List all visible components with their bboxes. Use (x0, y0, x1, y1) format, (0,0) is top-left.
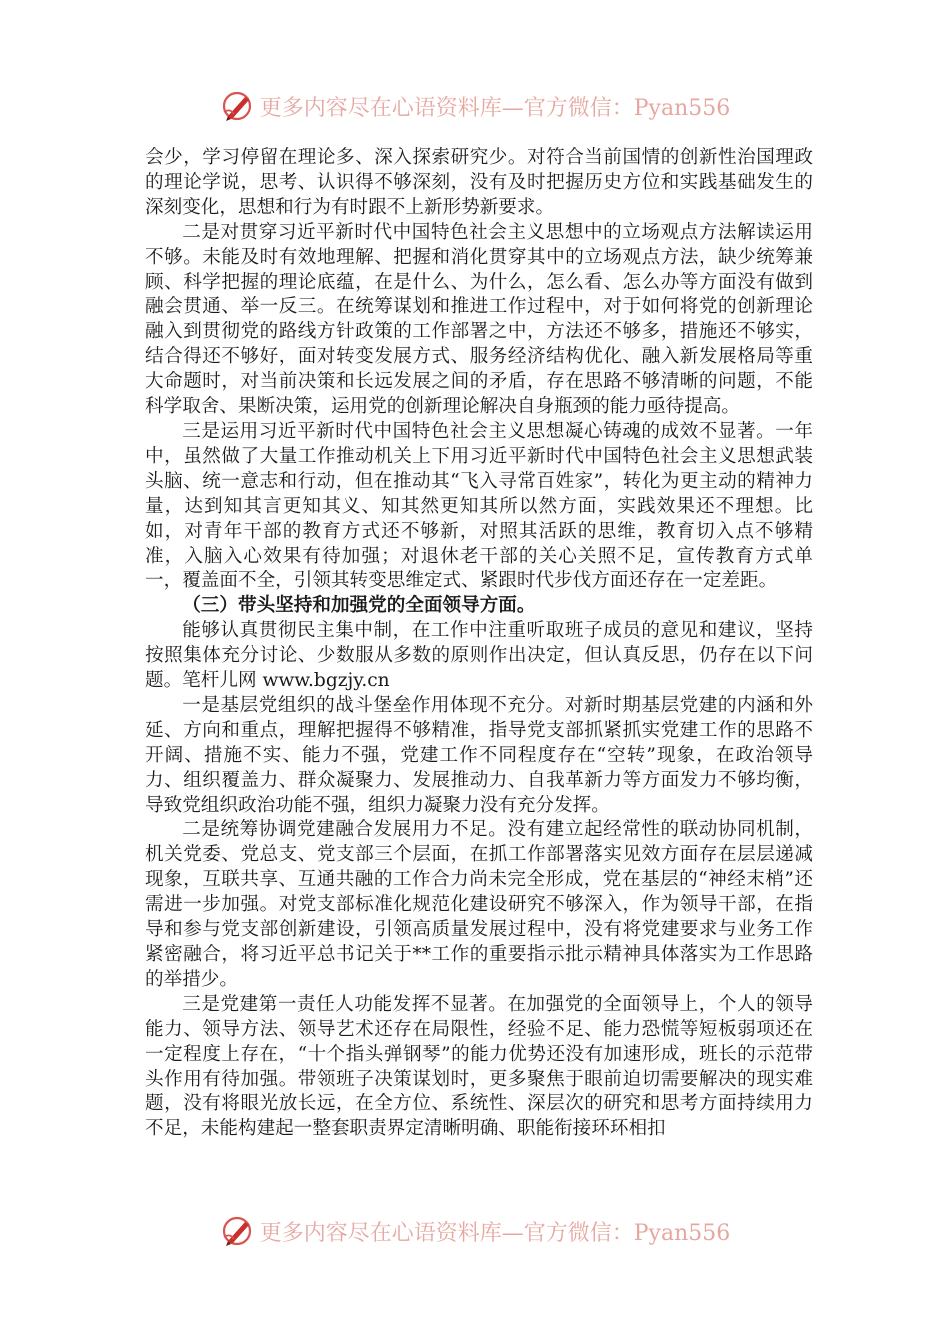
watermark-text: 更多内容尽在心语资料库—官方微信：Pyan556 (259, 95, 731, 121)
header-watermark-banner (0, 84, 950, 128)
pen-logo-icon (220, 88, 256, 124)
pen-logo-icon (220, 1213, 256, 1249)
watermark-text: 更多内容尽在心语资料库—官方微信：Pyan556 (259, 1220, 731, 1246)
paragraph: 一是基层党组织的战斗堡垒作用体现不充分。对新时期基层党建的内涵和外延、方向和重点，理解把握得不够精准，指导党支部抓紧抓实党建工作的思路不开阔、措施不实、能力不强，党建工作不同程度存在“空转”现象，在政治领导力、组织覆盖力、群众凝聚力、发展推动力、自我革新力等方面发力不够均衡，导致党组织政治功能不强，组织力凝聚力没有充分发挥。 (145, 694, 813, 816)
section-heading: （三）带头坚持和加强党的全面领导方面。 (182, 595, 536, 617)
paragraph: 二是对贯穿习近平新时代中国特色社会主义思想中的立场观点方法解读运用不够。未能及时有效地理解、把握和消化贯穿其中的立场观点方法，缺少统筹兼顾、科学把握的理论底蕴，在是什么、为什么，怎么看、怎么办等方面没有做到融会贯通、举一反三。在统筹谋划和推进工作过程中，对于如何将党的创新理论融入到贯彻党的路线方针政策的工作部署之中，方法还不够多，措施还不够实，结合得还不够好，面对转变发展方式、服务经济结构优化、融入新发展格局等重大命题时，对当前决策和长远发展之间的矛盾，存在思路不够清晰的问题，不能科学取舍、果断决策，运用党的创新理论解决自身瓶颈的能力亟待提高。 (145, 221, 813, 418)
paragraph: 二是统筹协调党建融合发展用力不足。没有建立起经常性的联动协同机制，机关党委、党总支、党支部三个层面，在抓工作部署落实见效方面存在层层递减现象，互联共享、互通共融的工作合力尚未完全形成，党在基层的“神经末梢”还需进一步加强。对党支部标准化规范化建设研究不够深入，作为领导干部，在指导和参与党支部创新建设，引领高质量发展过程中，没有将党建要求与业务工作紧密融合，将习近平总书记关于**工作的重要指示批示精神具体落实为工作思路的举措少。 (145, 819, 813, 990)
document-body (145, 146, 813, 1142)
paragraph: 能够认真贯彻民主集中制，在工作中注重听取班子成员的意见和建议，坚持按照集体充分讨论、少数服从多数的原则作出决定，但认真反思，仍存在以下问题。笔杆儿网 www.bgzjy.cn (145, 620, 813, 692)
footer-watermark-banner (0, 1209, 950, 1253)
paragraph-continuation: 会少，学习停留在理论多、深入探索研究少。对符合当前国情的创新性治国理政的理论学说，思考、认识得不够深刻，没有及时把握历史方位和实践基础发生的深刻变化，思想和行为有时跟不上新形势新要求。 (145, 147, 813, 218)
paragraph: 三是党建第一责任人功能发挥不显著。在加强党的全面领导上，个人的领导能力、领导方法、领导艺术还存在局限性，经验不足、能力恐慌等短板弱项还在一定程度上存在，“十个指头弹钢琴”的能力优势还没有加速形成，班长的示范带头作用有待加强。带领班子决策谋划时，更多聚焦于眼前迫切需要解决的现实难题，没有将眼光放长远，在全方位、系统性、深层次的研究和思考方面持续用力不足，未能构建起一整套职责界定清晰明确、职能衔接环环相扣 (145, 993, 813, 1140)
paragraph: 三是运用习近平新时代中国特色社会主义思想凝心铸魂的成效不显著。一年中，虽然做了大量工作推动机关上下用习近平新时代中国特色社会主义思想武装头脑、统一意志和行动，但在推动其“飞入寻常百姓家”，转化为更主动的精神力量，达到知其言更知其义、知其然更知其所以然方面，实践效果还不理想。比如，对青年干部的教育方式还不够新，对照其活跃的思维，教育切入点不够精准，入脑入心效果有待加强；对退休老干部的关心关照不足，宣传教育方式单一，覆盖面不全，引领其转变思维定式、紧跟时代步伐方面还存在一定差距。 (145, 420, 813, 592)
